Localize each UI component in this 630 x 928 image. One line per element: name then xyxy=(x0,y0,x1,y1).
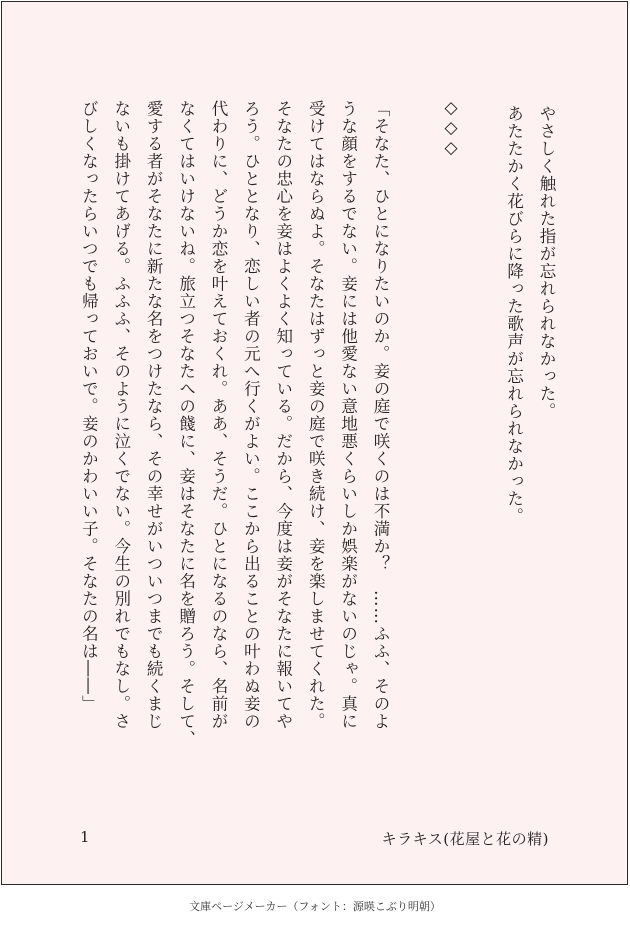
poem-line: あたたかく花びらに降った歌声が忘れられなかった。 xyxy=(504,105,524,525)
generator-credit: 文庫ページメーカー（フォント：源暎こぶり明朝） xyxy=(189,900,441,913)
epigraph-poem xyxy=(496,105,562,795)
body-line: 愛する者がそなたに新たな名をつけたなら、その幸せがいついつまでも続くまじ xyxy=(144,100,164,730)
body-line: なくてはいけないね。旅立つそなたへの餞に、妾はそなたに名を贈ろう。そして、 xyxy=(176,100,196,748)
book-page xyxy=(1,1,628,885)
body-text xyxy=(72,100,396,790)
body-line: ないも掛けてあげる。ふふふ、そのように泣くでない。今生の別れでもなし。さ xyxy=(111,100,131,730)
body-line: 受けてはならぬよ。そなたはずっと妾の庭で咲き続け、妾を楽しませてくれた。 xyxy=(306,100,326,730)
body-line: うな顔をするでない。妾には他愛ない意地悪くらいしか娯楽がないのじゃ。真に xyxy=(338,100,358,730)
poem-line: やさしく触れた指が忘れられなかった。 xyxy=(537,105,556,420)
section-divider: ◇◇◇ xyxy=(441,98,461,158)
work-title: キラキス(花屋と花の精) xyxy=(381,830,549,848)
body-line: ろう。ひととなり、恋しい者の元へ行くがよい。ここから出ることの叶わぬ妾の xyxy=(241,100,261,730)
page-number: 1 xyxy=(80,828,90,846)
body-line: 「そなた、ひとになりたいのか。妾の庭で咲くのは不満か？ ……ふふ、そのよ xyxy=(371,100,390,730)
body-line: 代わりに、どうか恋を叶えておくれ。ああ、そうだ。ひとになるのなら、名前が xyxy=(208,100,228,730)
body-line: びしくなったらいつでも帰っておいで。妾のかわいい子。そなたの名は――」 xyxy=(79,100,99,713)
body-line: そなたの忠心を妾はよくよく知っている。だから、今度は妾がそなたに報いてや xyxy=(273,100,293,730)
